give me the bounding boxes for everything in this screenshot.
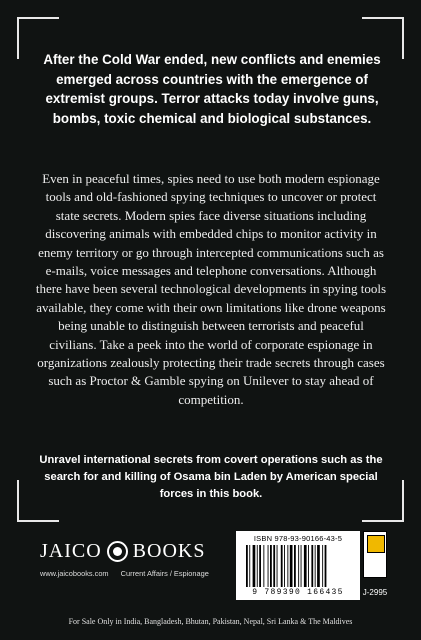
isbn-barcode — [236, 531, 360, 600]
isbn-text: ISBN 978-93-90166-43-5 — [253, 534, 343, 543]
publisher-badge-icon — [363, 531, 387, 578]
barcode-bars-icon — [246, 545, 350, 587]
blurb-paragraph: Even in peaceful times, spies need to use both modern espionage tools and old-fashioned spying techniques to uncover or protect state secrets. Modern spies face diverse situations including discovering animals with embedded chips to monitor activity in enemy territory or go through intercepted communications such as e-mails, voice messages and telephone conversations. Although there have been several technological developments in spying tools available, they come with their own limitations like drone weapons being unable to distinguish between terrorists and peaceful civilians. Take a peek into the world of corporate espionage in organizations zealously protecting their trade secrets through cases such as Proctor & Gamble spying on Unilever to stay ahead of competition. — [35, 171, 387, 407]
badge-square-icon — [367, 535, 385, 553]
sale-territory-notice: For Sale Only in India, Bangladesh, Bhutan, Pakistan, Nepal, Sri Lanka & The Maldives — [68, 617, 353, 626]
publisher-name-right: BOOKS — [132, 540, 206, 562]
publisher-website: www.jaicobooks.com — [40, 569, 109, 578]
book-category: Current Affairs / Espionage — [120, 569, 209, 578]
catalog-code: J-2995 — [362, 588, 388, 597]
publisher-block — [40, 540, 240, 578]
publisher-name-left: JAICO — [40, 540, 102, 562]
intro-paragraph: After the Cold War ended, new conflicts and enemies emerged across countries with the emergence of extremist groups. Terror attacks today involve guns, bombs, toxic chemical and biological substances. — [43, 52, 381, 126]
publisher-logo — [40, 540, 240, 563]
publisher-emblem-icon — [107, 541, 128, 562]
barcode-digits: 9 789390 166435 — [252, 588, 344, 597]
closing-paragraph: Unravel international secrets from covert operations such as the search for and killing of Osama bin Laden by American special forces in this book. — [39, 454, 383, 500]
